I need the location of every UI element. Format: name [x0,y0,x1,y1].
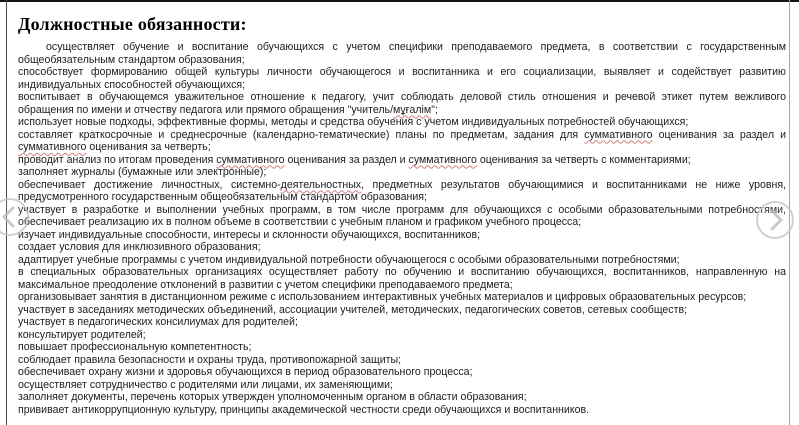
duty-item: повышает профессиональную компетентность; [18,341,252,353]
duty-item: осуществляет сотрудничество с родителями или лицами, их заменяющими; [18,378,393,391]
duty-item: организовывает занятия в дистанционном режиме с использованием интерактивных учебных материалов и цифровых образовательных ресурсов; [18,291,747,303]
duty-item: способствует формированию общей культуры личности обучающегося и воспитанника и его социализации, выявляет и содействует развитию индивидуальных способностей обучающихся; [18,66,786,91]
duty-item: заполняет документы, перечень которых утвержден уполномоченным органом в области образования; [18,391,527,403]
chevron-left-icon [0,200,27,234]
duty-item: осуществляет обучение и воспитание обучающихся с учетом специфики преподаваемого предмета, в соответствии с государственным общеобязательным стандартом образования; [18,41,786,66]
duty-item: участвует в разработке и выполнении учебных программ, в том числе программ для обучающихся с особыми образовательными потребностями, обеспечивает реализацию их в полном объеме в соответствии с учебным планом и графиком учебного процесса; [18,203,786,228]
duty-item: обеспечивает достижение личностных, системно-деятельностных, предметных результатов обучающимися и воспитанниками не ниже уровня, предусмотренного государственным общеобязательным стандартом образования; [18,178,787,203]
duty-item: участвует в заседаниях методических объединений, ассоциации учителей, методических, педагогических советов, сетевых сообществ; [18,303,688,316]
spellcheck-word: мұғалім [393,103,432,116]
duty-item: соблюдает правила безопасности и охраны труда, противопожарной защиты; [18,353,402,366]
duties-list [18,41,786,416]
spellcheck-word: суммативного [18,141,87,153]
spellcheck-word: суммативного [408,153,477,166]
duty-item: создает условия для инклюзивного образования; [18,241,261,253]
duty-item: заполняет журналы (бумажные или электронные); [18,166,267,178]
duty-item: в специальных образовательных организациях осуществляет работу по обучению и воспитанию обучающихся, воспитанников, направленную на максимальное преодоление отклонений в развитии с учетом специфики преподаваемого предмета; [18,266,786,291]
page-title: Должностные обязанности: [18,14,247,34]
duty-item: консультирует родителей; [18,328,146,341]
duty-item: воспитывает в обучающемся уважительное отношение к педагогу, учит соблюдать деловой стиль отношения и речевой этикет путем вежливого обращения по имени и отчеству педагога или прямого обращения "учитель/мұғалім"; [18,91,786,116]
duty-item: использует новые подходы, эффективные формы, методы и средства обучения с учетом индивидуальных потребностей обучающихся; [18,116,689,128]
spellcheck-word: деятельностных [280,178,362,191]
duty-item: составляет краткосрочные и среднесрочные (календарно-тематические) планы по предметам, задания для суммативного оценивания за раздел и суммативного оценивания за четверть; [18,128,786,153]
chevron-right-icon [758,203,792,237]
duty-item: адаптирует учебные программы с учетом индивидуальной потребности обучающегося с особыми образовательными потребностями; [18,253,680,266]
duty-item: проводит анализ по итогам проведения суммативного оценивания за раздел и суммативного оценивания за четверть с комментариями; [18,153,691,166]
carousel-next-button[interactable] [756,201,794,239]
carousel-prev-button[interactable] [0,198,29,236]
duty-item: изучает индивидуальные способности, интересы и склонности обучающихся, воспитанников; [18,228,481,241]
duty-item: обеспечивает охрану жизни и здоровья обучающихся в период образовательного процесса; [18,366,473,378]
duty-item: прививает антикоррупционную культуру, принципы академической честности среди обучающихся и воспитанников. [18,403,590,416]
spellcheck-word: суммативного [584,128,653,141]
spellcheck-word: суммативного [216,153,285,166]
duty-item: участвует в педагогических консилиумах для родителей; [18,316,298,328]
